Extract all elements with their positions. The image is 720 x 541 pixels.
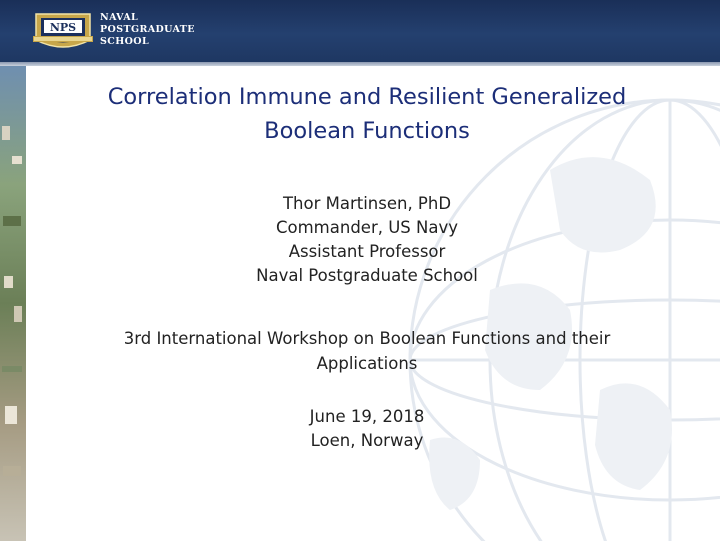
author-block [30,192,704,288]
header-band [0,0,720,62]
brand-line-2: POSTGRADUATE [100,24,195,35]
event-block [30,326,704,376]
author-rank: Commander, US Navy [275,218,458,237]
campus-photo-strip [0,66,26,541]
event-line-2: Applications [316,354,418,373]
author-position: Assistant Professor [288,242,446,261]
logo-text: NPS [49,21,77,34]
nps-logo [28,6,98,56]
event-line-1: 3rd International Workshop on Boolean Functions and their [123,329,611,348]
brand-line-1: NAVAL [100,12,139,23]
event-date: June 19, 2018 [309,407,425,426]
slide-title [30,80,704,148]
title-line-1: Correlation Immune and Resilient Generalized [107,84,627,110]
author-name: Thor Martinsen, PhD [282,194,452,213]
school-wordmark [100,12,195,48]
brand-line-3: SCHOOL [100,36,150,47]
title-line-2: Boolean Functions [264,118,470,144]
event-location: Loen, Norway [310,431,424,450]
date-location-block [30,405,704,453]
author-affiliation: Naval Postgraduate School [256,266,478,285]
